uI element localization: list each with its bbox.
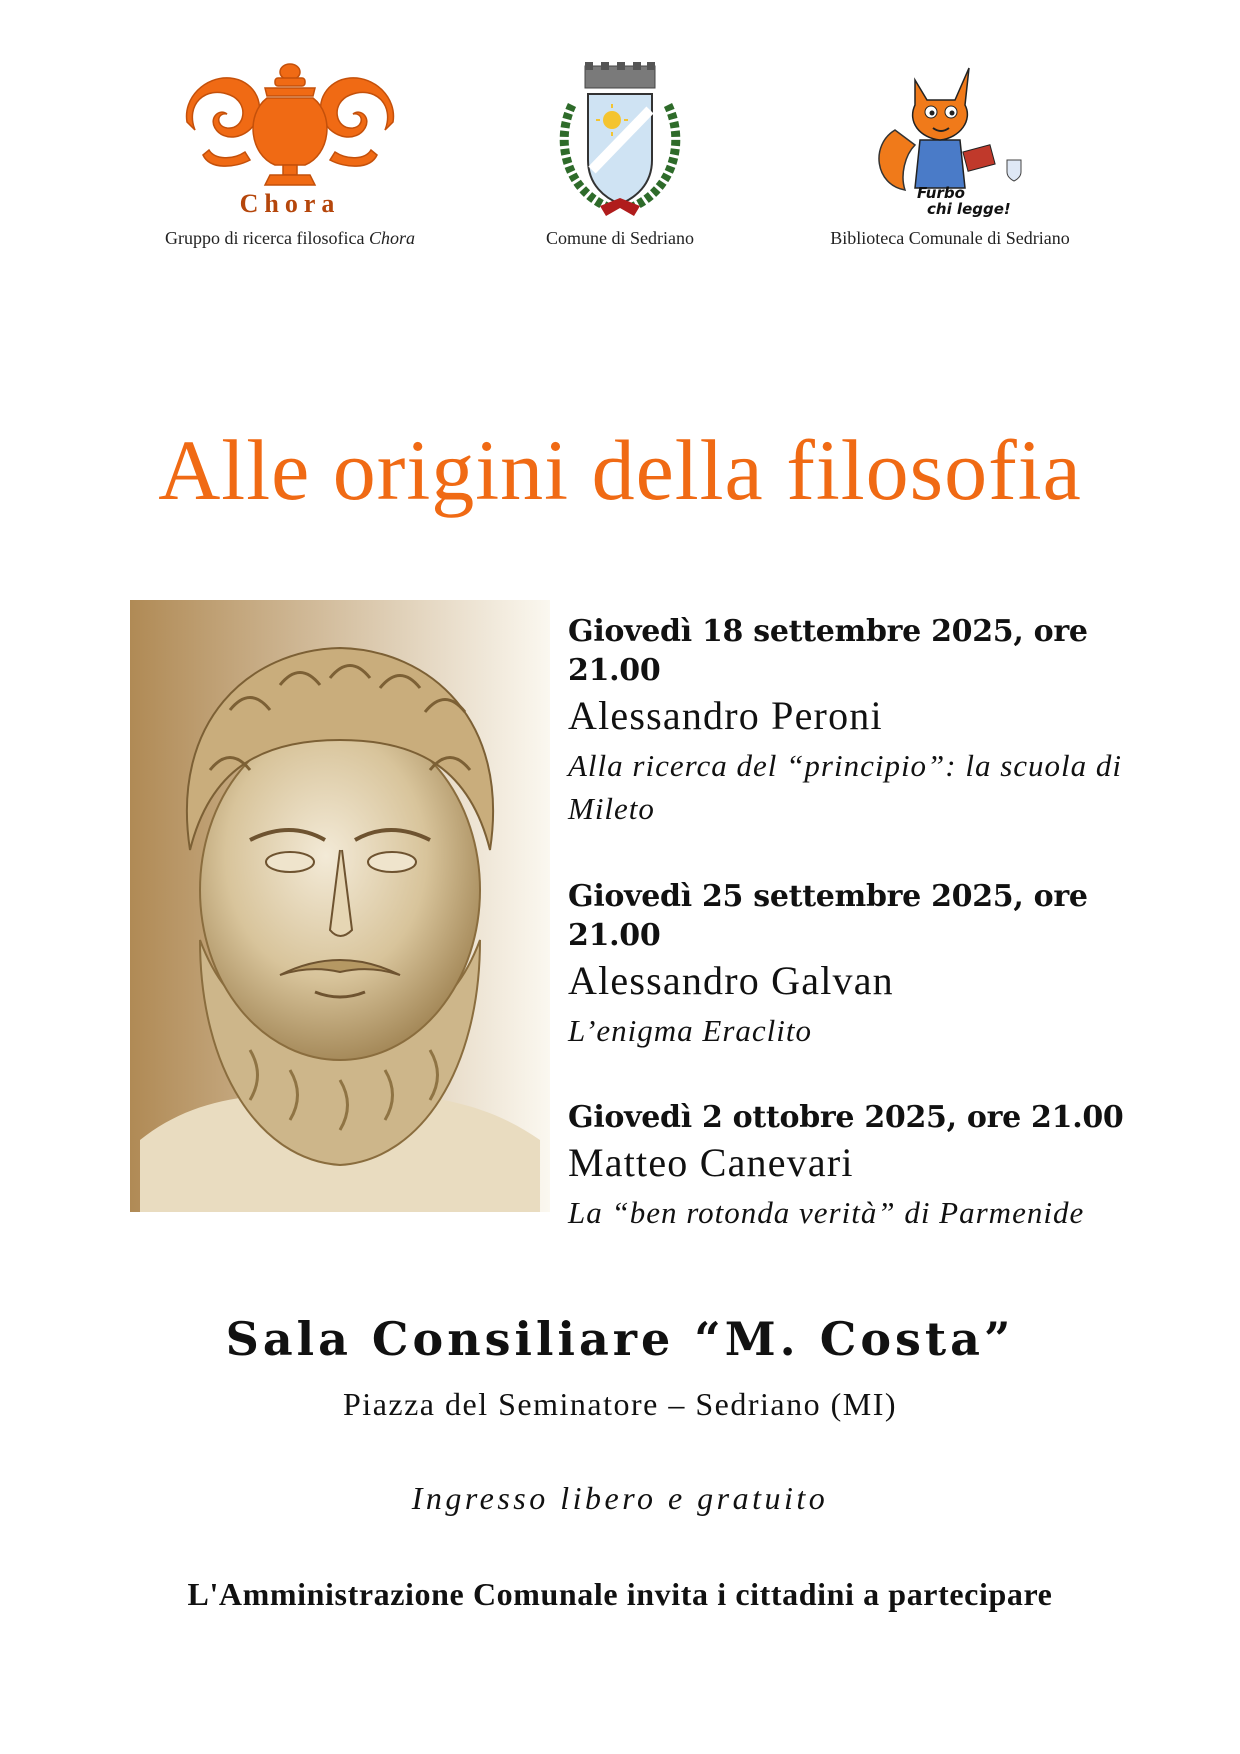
comune-caption: Comune di Sedriano <box>546 228 694 248</box>
chora-logo <box>110 60 470 249</box>
biblio-slogan-line2: chi legge! <box>927 200 1011 218</box>
event-speaker: Matteo Canevari <box>568 1140 854 1186</box>
event-item <box>568 877 1168 1052</box>
invitation-line: L'Amministrazione Comunale invita i cittadini a partecipare <box>187 1576 1053 1612</box>
venue-name: Sala Consiliare “M. Costa” <box>225 1312 1015 1366</box>
event-item <box>568 1098 1168 1234</box>
fox-mascot-icon <box>865 60 1035 220</box>
event-speaker: Alessandro Peroni <box>568 693 883 738</box>
philosopher-bust-icon <box>130 600 550 1212</box>
event-date: Giovedì 2 ottobre 2025, ore 21.00 <box>568 1100 1124 1136</box>
page-title: Alle origini della filosofia <box>158 422 1082 518</box>
entry-note: Ingresso libero e gratuito <box>411 1480 829 1516</box>
biblioteca-caption: Biblioteca Comunale di Sedriano <box>830 228 1070 248</box>
philosopher-bust-image <box>130 600 550 1212</box>
chora-caption-italic: Chora <box>368 228 415 248</box>
comune-logo <box>440 60 800 249</box>
biblio-slogan-line1: Furbo <box>917 184 965 202</box>
event-topic: L’enigma Eraclito <box>568 1012 813 1048</box>
chora-caption-text: Gruppo di ricerca filosofica <box>165 228 369 248</box>
event-topic: La “ben rotonda verità” di Parmenide <box>568 1195 1085 1231</box>
chora-caption <box>110 228 470 249</box>
event-item <box>568 612 1168 831</box>
coat-of-arms-icon <box>550 60 690 220</box>
events-list <box>568 612 1168 1281</box>
urn-logo-icon <box>175 60 405 220</box>
chora-wordmark: Chora <box>239 189 341 218</box>
event-topic: Alla ricerca del “principio”: la scuola di Mileto <box>568 748 1123 827</box>
event-date: Giovedì 25 settembre 2025, ore 21.00 <box>568 878 1088 953</box>
event-speaker: Alessandro Galvan <box>568 957 894 1003</box>
venue-address: Piazza del Seminatore – Sedriano (MI) <box>343 1386 897 1422</box>
event-date: Giovedì 18 settembre 2025, ore 21.00 <box>568 614 1088 688</box>
biblioteca-logo <box>770 60 1130 249</box>
